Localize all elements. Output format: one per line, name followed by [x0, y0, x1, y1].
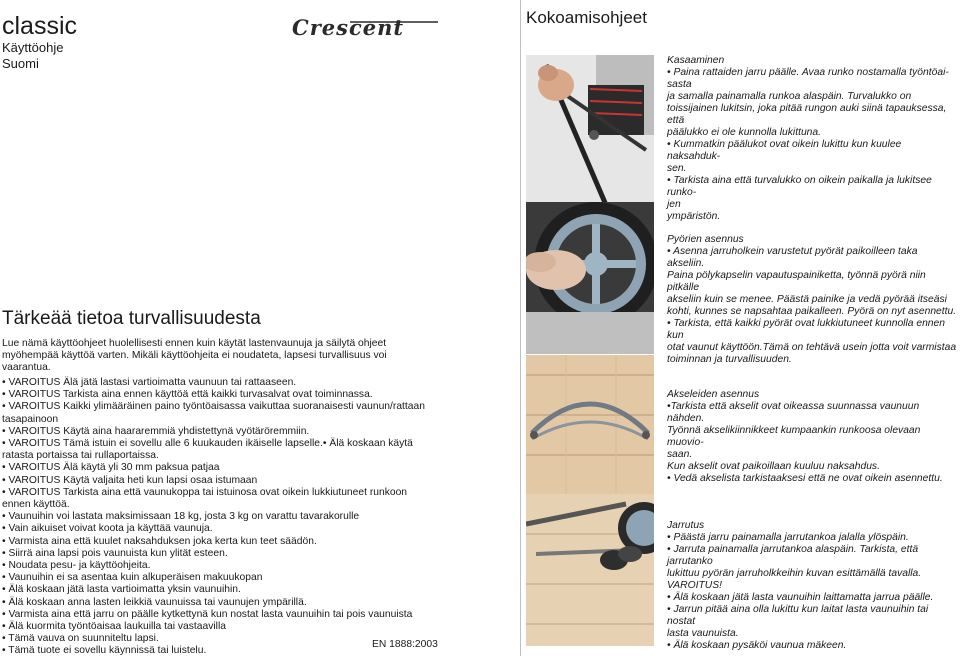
warning-item: • VAROITUS Älä jätä lastasi vartioimatta vaunuun tai rattaaseen. — [2, 377, 297, 388]
instruction-line: Kun akselit ovat paikoillaan kuuluu naksahdus. — [667, 461, 880, 472]
column-divider — [520, 0, 521, 656]
warning-item: • Varmista aina että jarru on päälle kytkettynä kun nostat lasta vaunuihin tai pois vaunuista — [2, 608, 413, 620]
instruction-line: sen. — [667, 163, 687, 174]
instruction-line: •Tarkista että akselit ovat oikeassa suunnassa vaunuun nähden. — [667, 401, 920, 424]
folding-instructions — [667, 55, 957, 223]
instruction-line: ympäristön. — [667, 211, 721, 222]
instruction-line: • Tarkista aina että turvalukko on oikein paikalla ja lukitsee runko- — [667, 175, 932, 198]
instruction-line: Jarrutus — [667, 520, 705, 531]
safety-intro: Lue nämä käyttöohjeet huolellisesti ennen kuin käytät lastenvaunuja ja säilytä ohjeet myöhempää käyttöä varten. Mikäli käyttöohjeita ei noudateta, lapsesi turvallisuus voi vaarantua. — [2, 338, 387, 374]
instruction-line: lukittuu pyörän jarruholkkeihin kuvan esittämällä tavalla. — [667, 568, 922, 579]
instruction-line: jen — [667, 199, 681, 210]
instruction-line: • Vedä akselista tarkistaaksesi että ne ovat oikein asennettu. — [667, 473, 943, 484]
warning-item: • VAROITUS Tarkista aina että vaunukoppa tai istuinosa ovat oikein lukkiutuneet runkoon ennen käyttöä. — [2, 486, 408, 511]
instruction-line: päälukko ei ole kunnolla lukittuna. — [667, 127, 821, 138]
instruction-line: Akseleiden asennus — [667, 389, 760, 400]
instruction-line: • Älä koskaan pysäköi vaunua mäkeen. — [667, 640, 847, 651]
standard-label: EN 1888:2003 — [372, 639, 438, 650]
language-label: Suomi — [2, 56, 39, 71]
warning-item: • Noudata pesu- ja käyttöohjeita. — [2, 560, 151, 572]
instruction-line: • Asenna jarruholkein varustetut pyörät paikoilleen taka akseliin. — [667, 246, 918, 269]
instruction-line: Paina pölykapselin vapautuspainiketta, työnnä pyörä niin pitkälle — [667, 270, 926, 293]
warning-item: • Varmista aina että kuulet naksahduksen joka kerta kun teet säädön. — [2, 535, 317, 547]
instruction-line: Työnnä akselikiinnikkeet kumpaankin runkoosa olevaan muovio- — [667, 425, 921, 448]
warning-item: • VAROITUS Käytä valjaita heti kun lapsi osaa istumaan — [2, 474, 258, 486]
warning-item: • Tämä tuote ei sovellu käynnissä tai luistelu. — [2, 645, 207, 657]
warning-item: • VAROITUS Tämä istuin ei sovellu alle 6 kuukauden ikäiselle lapselle.• Älä koskaan käytä ratasta portaissa tai rullaportaissa. — [2, 438, 413, 462]
instruction-line: VAROITUS! — [667, 580, 722, 591]
warning-item: • VAROITUS Älä käytä yli 30 mm paksua patjaa — [2, 462, 220, 474]
warning-item: • VAROITUS Käytä aina haararemmiä yhdistettynä vyötäröremmiin. — [2, 425, 310, 437]
warning-item: • Älä koskaan anna lasten leikkiä vaunuissa tai vaunujen ympärillä. — [2, 596, 307, 608]
axle-instructions — [667, 389, 957, 485]
warning-item: • Älä koskaan jätä lasta vartioimatta yksin vaunuihin. — [2, 584, 241, 596]
photo-wheel — [526, 202, 654, 354]
warning-item: • Vaunuihin voi lastata maksimissaan 18 kg, josta 3 kg on varattu tavarakorulle — [2, 511, 360, 523]
instruction-line: Pyörien asennus — [667, 234, 744, 245]
brake-instructions — [667, 520, 957, 652]
product-title: classic — [2, 12, 78, 40]
instruction-line: • Jarruta painamalla jarrutankoa alaspäin. Tarkista, että jarrutanko — [667, 544, 919, 567]
crescent-logo — [292, 16, 438, 40]
photo-axle — [526, 355, 654, 507]
warning-item: • VAROITUS Kaikki ylimääräinen paino työntöaisassa vaikuttaa suoranaisesti vaunun/rattaan tasapainoon — [2, 401, 425, 425]
instruction-line: • Älä koskaan jätä lasta vaunuihin laittamatta jarrua päälle. — [667, 592, 934, 603]
instruction-line: • Paina rattaiden jarru päälle. Avaa runko nostamalla työntöai- — [667, 67, 949, 78]
warning-list — [2, 377, 438, 658]
warning-item: • Vaunuihin ei sa asentaa kuin alkuperäisen makuukopan — [2, 572, 263, 584]
instruction-line: lasta vaunuista. — [667, 628, 739, 639]
photo-folding-frame — [526, 55, 654, 207]
instruction-line: toiminnan ja turvallisuuden. — [667, 354, 792, 365]
instruction-line: otat vaunut käyttöön.Tämä on tehtävä usein jotta voit varmistaa — [667, 342, 957, 353]
instruction-line: toissijainen lukitsin, joka pitää rungon auki siinä tapauksessa, että — [667, 103, 947, 126]
logo-wordmark: Crescent — [292, 16, 405, 40]
safety-heading: Tärkeää tietoa turvallisuudesta — [2, 308, 261, 329]
manual-label: Käyttöohje — [2, 40, 64, 55]
instruction-line: • Päästä jarru painamalla jarrutankoa jalalla ylöspäin. — [667, 532, 909, 543]
warning-item: • VAROITUS Tarkista aina ennen käyttöä että kaikki turvasalvat ovat toiminnassa. — [2, 389, 373, 401]
assembly-title: Kokoamisohjeet — [526, 8, 647, 27]
instruction-line: • Tarkista, että kaikki pyörät ovat lukkiutuneet kunnolla ennen kun — [667, 318, 945, 341]
instruction-line: • Jarrun pitää aina olla lukittu kun laitat lasta vaunuihin tai nostat — [667, 604, 929, 627]
instruction-line: ja samalla painamalla runkoa alaspäin. Turvalukko on — [667, 91, 912, 102]
instruction-line: kohti, kunnes se napsahtaa paikalleen. Pyörä on nyt asennettu. — [667, 306, 957, 317]
instruction-line: sasta — [667, 79, 692, 90]
wheel-instructions — [667, 234, 957, 366]
instruction-line: • Kummatkin päälukot ovat oikein lukittu kun kuulee naksahduk- — [667, 139, 902, 162]
warning-item: • Älä kuormita työntöaisaa laukuilla tai vastaavilla — [2, 621, 226, 633]
warning-item: • Siirrä aina lapsi pois vaunuista kun ylität esteen. — [2, 547, 228, 559]
instruction-line: Kasaaminen — [667, 55, 725, 66]
photo-brake — [526, 494, 654, 646]
instruction-line: akseliin kuin se menee. Päästä painike ja vedä pyörää itseäsi — [667, 294, 947, 305]
instruction-line: saan. — [667, 449, 693, 460]
warning-item: • Vain aikuiset voivat koota ja käyttää vaunuja. — [2, 523, 213, 535]
warning-item: • Tämä vauva on suunniteltu lapsi. — [2, 633, 159, 645]
